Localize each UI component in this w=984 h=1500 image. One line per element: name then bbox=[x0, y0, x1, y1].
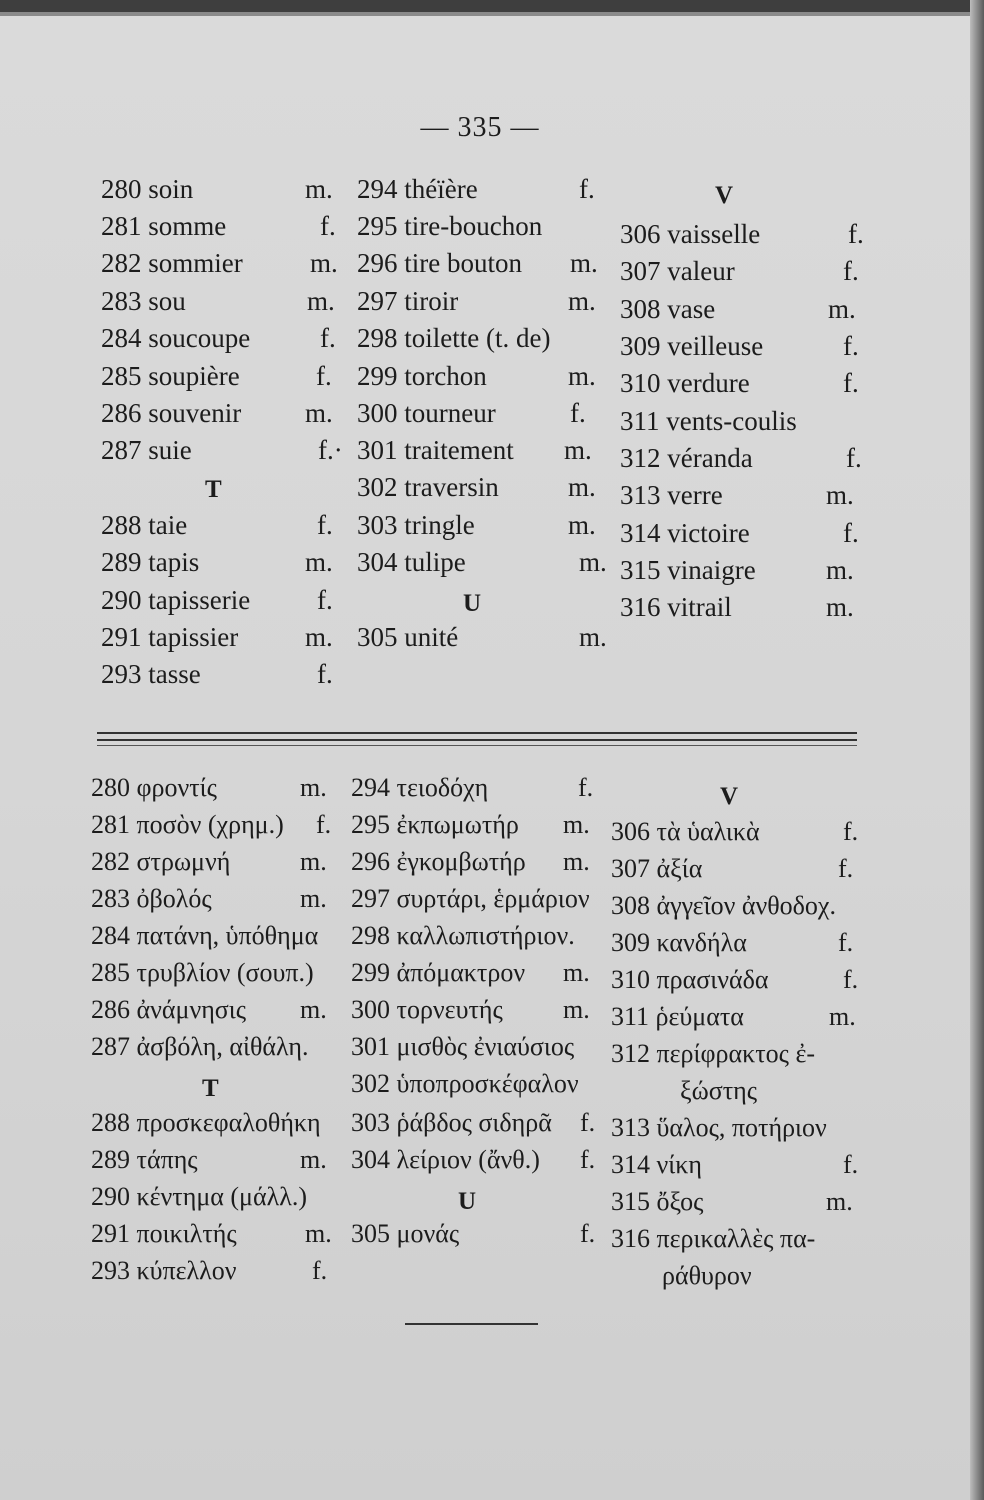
gender-tag: f. bbox=[843, 965, 859, 994]
french-entry: 313 verre bbox=[620, 480, 723, 510]
gender-tag: m. bbox=[564, 435, 592, 465]
gender-tag: m. bbox=[828, 294, 856, 324]
gender-tag: f. bbox=[843, 331, 859, 361]
gender-tag: f. bbox=[320, 211, 336, 241]
greek-entry: 286 ἀνάμνησις bbox=[91, 995, 247, 1024]
gender-tag: m. bbox=[826, 555, 854, 585]
page-number: — 335 — bbox=[420, 112, 540, 143]
greek-entry: 306 τὰ ὑαλικὰ bbox=[611, 817, 760, 846]
french-entry: 281 somme bbox=[101, 211, 227, 241]
gender-tag: m. bbox=[307, 286, 335, 316]
gender-tag: m. bbox=[563, 958, 590, 987]
gender-tag: m. bbox=[570, 248, 598, 278]
french-entry: 307 valeur bbox=[620, 256, 735, 286]
french-entry: 316 vitrail bbox=[620, 592, 732, 622]
french-entry: 304 tulipe bbox=[357, 547, 466, 577]
section-letter: T bbox=[205, 476, 222, 503]
french-entry: 309 veilleuse bbox=[620, 331, 764, 361]
greek-entry: 313 ὕαλος, ποτήριον bbox=[611, 1113, 827, 1142]
greek-entry: 311 ῥεύματα bbox=[611, 1002, 744, 1031]
french-entry: 286 souvenir bbox=[101, 398, 242, 428]
greek-entry-continuation: ράθυρον bbox=[662, 1261, 752, 1290]
greek-entry: 308 ἀγγεῖον ἀνθοδοχ. bbox=[611, 891, 836, 920]
greek-entry: 280 φροντίς bbox=[91, 773, 217, 802]
french-entry: 301 traitement bbox=[357, 435, 514, 465]
gender-tag: m. bbox=[829, 1002, 856, 1031]
gender-tag: m. bbox=[826, 480, 854, 510]
gender-tag: f. bbox=[578, 773, 594, 802]
gender-tag: m. bbox=[826, 1187, 853, 1216]
gender-tag: m. bbox=[300, 847, 327, 876]
greek-entry: 296 ἐγκομβωτήρ bbox=[351, 847, 526, 876]
french-entry: 298 toilette (t. de) bbox=[357, 323, 551, 353]
gender-tag: f. bbox=[580, 1145, 596, 1174]
gender-tag: m. bbox=[579, 547, 607, 577]
gender-tag: m. bbox=[568, 510, 596, 540]
french-entry: 282 sommier bbox=[101, 248, 243, 278]
french-entry: 310 verdure bbox=[620, 368, 750, 398]
greek-entry: 300 τορνευτής bbox=[351, 995, 503, 1024]
section-letter: T bbox=[202, 1075, 219, 1102]
gender-tag: f. bbox=[838, 928, 854, 957]
greek-entry-continuation: ξώστης bbox=[680, 1076, 758, 1105]
french-entry: 294 théïère bbox=[357, 174, 478, 204]
gender-tag: m. bbox=[563, 847, 590, 876]
french-entry: 296 tire bouton bbox=[357, 248, 522, 278]
greek-entry: 289 τάπης bbox=[91, 1145, 198, 1174]
gender-tag: f. bbox=[843, 368, 859, 398]
gender-tag: m. bbox=[568, 361, 596, 391]
greek-entry: 294 τειοδόχη bbox=[351, 773, 489, 802]
greek-entry: 282 στρωμνή bbox=[91, 847, 231, 876]
gender-tag: f. bbox=[317, 659, 333, 689]
divider-rule bbox=[97, 739, 857, 741]
french-entry: 312 véranda bbox=[620, 443, 753, 473]
gender-tag: f. bbox=[316, 810, 332, 839]
gender-tag: f. bbox=[848, 219, 864, 249]
scan-right-edge bbox=[970, 0, 984, 1500]
section-letter: U bbox=[463, 590, 482, 617]
gender-tag: m. bbox=[305, 1219, 332, 1248]
french-entry: 280 soin bbox=[101, 174, 194, 204]
greek-entry: 309 κανδήλα bbox=[611, 928, 747, 957]
gender-tag: f. bbox=[580, 1219, 596, 1248]
french-entry: 293 tasse bbox=[101, 659, 201, 689]
gender-tag: m. bbox=[300, 1145, 327, 1174]
greek-entry: 307 ἀξία bbox=[611, 854, 703, 883]
greek-entry: 284 πατάνη, ὑπόθημα bbox=[91, 921, 319, 950]
french-entry: 287 suie bbox=[101, 435, 192, 465]
greek-entry: 302 ὑποπροσκέφαλον bbox=[351, 1069, 579, 1098]
greek-entry: 287 ἀσβόλη, αἰθάλη. bbox=[91, 1032, 309, 1061]
gender-tag: m. bbox=[300, 884, 327, 913]
gender-tag: f. bbox=[570, 398, 586, 428]
divider-rule bbox=[97, 732, 857, 734]
french-entry: 303 tringle bbox=[357, 510, 475, 540]
gender-tag: m. bbox=[305, 398, 333, 428]
french-entry: 283 sou bbox=[101, 286, 186, 316]
gender-tag: f. bbox=[320, 323, 336, 353]
greek-entry: 314 νίκη bbox=[611, 1150, 702, 1179]
greek-entry: 305 μονάς bbox=[351, 1219, 460, 1248]
french-entry: 297 tiroir bbox=[357, 286, 459, 316]
gender-tag: m. bbox=[300, 773, 327, 802]
scan-top-edge bbox=[0, 0, 984, 12]
french-entry: 302 traversin bbox=[357, 472, 499, 502]
gender-tag: f. bbox=[317, 510, 333, 540]
greek-entry: 285 τρυβλίον (σουπ.) bbox=[91, 958, 314, 987]
greek-entry: 301 μισθὸς ἐνιαύσιος bbox=[351, 1032, 575, 1061]
gender-tag: m. bbox=[310, 248, 338, 278]
greek-entry: 310 πρασινάδα bbox=[611, 965, 769, 994]
greek-entry: 304 λείριον (ἄνθ.) bbox=[351, 1145, 540, 1174]
french-entry: 300 tourneur bbox=[357, 398, 496, 428]
greek-entry: 316 περικαλλὲς πα- bbox=[611, 1224, 816, 1253]
french-entry: 305 unité bbox=[357, 622, 459, 652]
gender-tag: f.· bbox=[318, 435, 343, 465]
greek-entry: 291 ποικιλτής bbox=[91, 1219, 237, 1248]
gender-tag: m. bbox=[563, 995, 590, 1024]
french-entry: 290 tapisserie bbox=[101, 585, 251, 615]
gender-tag: f. bbox=[580, 1108, 596, 1137]
gender-tag: m. bbox=[305, 547, 333, 577]
french-entry: 295 tire-bouchon bbox=[357, 211, 543, 241]
greek-entry: 295 ἐκπωμωτήρ bbox=[351, 810, 519, 839]
gender-tag: f. bbox=[843, 518, 859, 548]
gender-tag: m. bbox=[826, 592, 854, 622]
greek-entry: 312 περίφρακτος ἐ- bbox=[611, 1039, 816, 1068]
french-entry: 291 tapissier bbox=[101, 622, 239, 652]
french-entry: 289 tapis bbox=[101, 547, 200, 577]
greek-entry: 290 κέντημα (μάλλ.) bbox=[91, 1182, 307, 1211]
greek-entry: 303 ῥάβδος σιδηρᾶ bbox=[351, 1108, 552, 1137]
greek-entry: 315 ὄξος bbox=[611, 1187, 704, 1216]
french-entry: 299 torchon bbox=[357, 361, 487, 391]
gender-tag: m. bbox=[305, 622, 333, 652]
section-letter: U bbox=[458, 1188, 477, 1215]
gender-tag: f. bbox=[843, 817, 859, 846]
greek-entry: 288 προσκεφαλοθήκη bbox=[91, 1108, 321, 1137]
greek-entry: 281 ποσὸν (χρημ.) bbox=[91, 810, 284, 839]
gender-tag: m. bbox=[563, 810, 590, 839]
gender-tag: f. bbox=[838, 854, 854, 883]
gender-tag: m. bbox=[568, 472, 596, 502]
greek-entry: 293 κύπελλον bbox=[91, 1256, 237, 1285]
gender-tag: f. bbox=[846, 443, 862, 473]
gender-tag: f. bbox=[312, 1256, 328, 1285]
end-rule bbox=[405, 1323, 538, 1325]
greek-entry: 283 ὀβολός bbox=[91, 884, 212, 913]
french-entry: 306 vaisselle bbox=[620, 219, 761, 249]
french-entry: 315 vinaigre bbox=[620, 555, 756, 585]
section-letter: V bbox=[720, 783, 739, 810]
gender-tag: f. bbox=[316, 361, 332, 391]
gender-tag: m. bbox=[305, 174, 333, 204]
french-entry: 288 taie bbox=[101, 510, 188, 540]
gender-tag: f. bbox=[843, 256, 859, 286]
french-entry: 308 vase bbox=[620, 294, 716, 324]
greek-entry: 297 συρτάρι, ἑρμάριον bbox=[351, 884, 590, 913]
french-entry: 314 victoire bbox=[620, 518, 750, 548]
french-entry: 285 soupière bbox=[101, 361, 240, 391]
gender-tag: m. bbox=[579, 622, 607, 652]
greek-entry: 298 καλλωπιστήριον. bbox=[351, 921, 575, 950]
gender-tag: f. bbox=[317, 585, 333, 615]
divider-rule bbox=[97, 745, 857, 746]
gender-tag: f. bbox=[579, 174, 595, 204]
gender-tag: m. bbox=[300, 995, 327, 1024]
gender-tag: f. bbox=[843, 1150, 859, 1179]
french-entry: 284 soucoupe bbox=[101, 323, 251, 353]
greek-entry: 299 ἀπόμακτρον bbox=[351, 958, 526, 987]
gender-tag: m. bbox=[568, 286, 596, 316]
french-entry: 311 vents-coulis bbox=[620, 406, 797, 436]
scan-top-edge-shadow bbox=[0, 12, 984, 16]
section-letter: V bbox=[715, 182, 734, 209]
